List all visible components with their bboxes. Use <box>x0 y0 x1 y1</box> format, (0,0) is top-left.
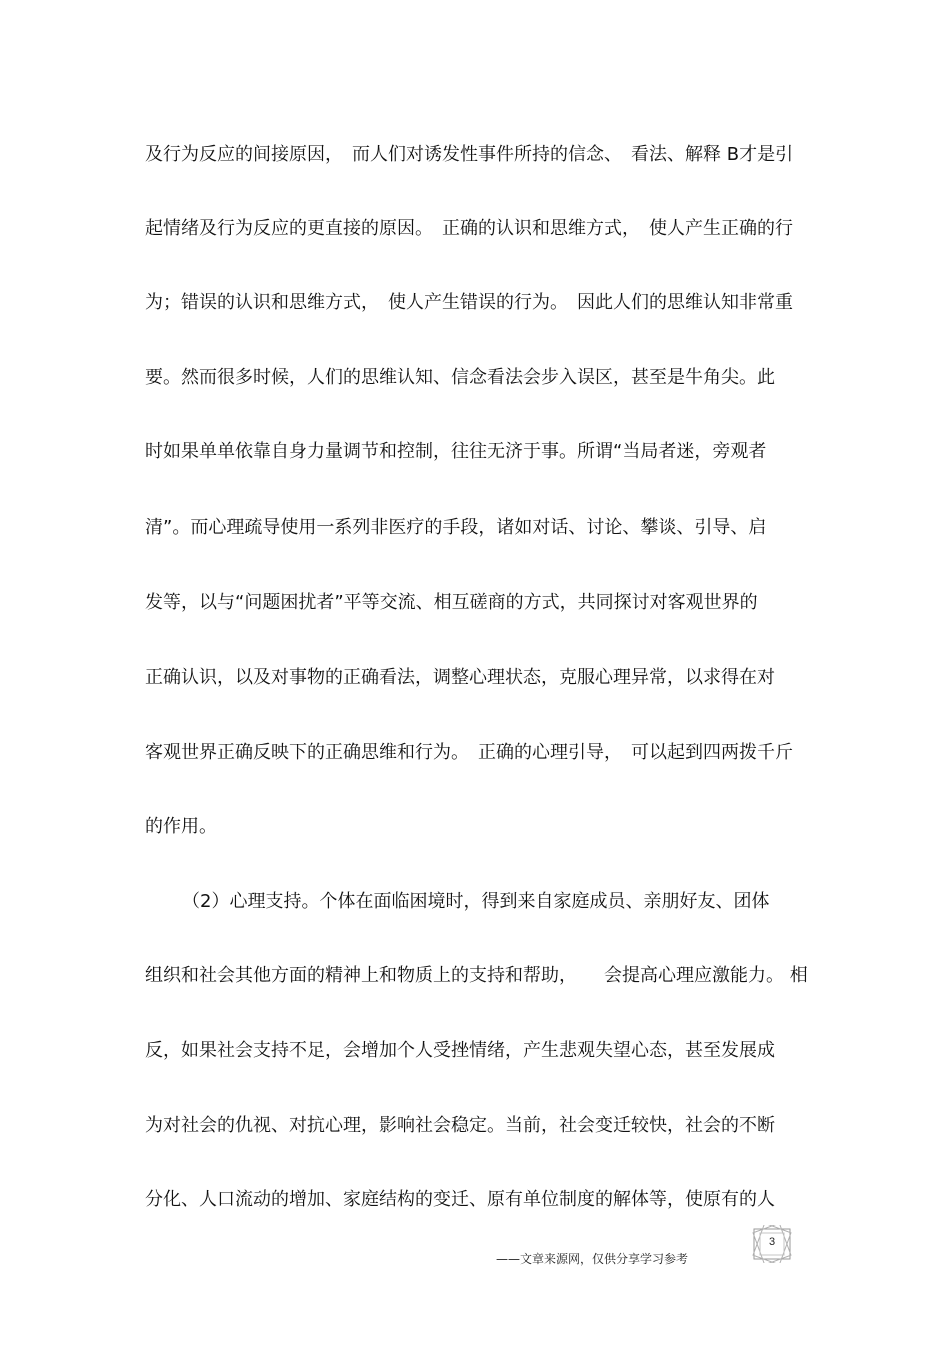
text-line: 正确认识，以及对事物的正确看法，调整心理状态，克服心理异常，以求得在对 <box>145 667 775 688</box>
text-line: 发等，以与“问题困扰者”平等交流、相互磋商的方式，共同探讨对客观世界的 <box>145 592 758 613</box>
page-number: 3 <box>768 1236 776 1248</box>
page-number-badge <box>748 1225 796 1263</box>
text-line: 起情绪及行为反应的更直接的原因。 正确的认识和思维方式， 使人产生正确的行 <box>145 218 793 239</box>
footer-source-note: ——文章来源网，仅供分享学习参考 <box>496 1252 689 1266</box>
text-line: 分化、人口流动的增加、家庭结构的变迁、原有单位制度的解体等，使原有的人 <box>145 1189 775 1210</box>
text-line: 的作用。 <box>145 816 217 837</box>
text-line: 清”。而心理疏导使用一系列非医疗的手段，诸如对话、讨论、攀谈、引导、启 <box>145 517 767 538</box>
text-line: 及行为反应的间接原因， 而人们对诱发性事件所持的信念、 看法、解释 B才是引 <box>145 144 794 165</box>
text-line: 要。然而很多时候，人们的思维认知、信念看法会步入误区，甚至是牛角尖。此 <box>145 367 775 388</box>
text-line: 时如果单单依靠自身力量调节和控制，往往无济于事。所谓“当局者迷，旁观者 <box>145 441 767 462</box>
paragraph-start-line: （2）心理支持。个体在面临困境时，得到来自家庭成员、亲朋好友、团体 <box>182 891 770 912</box>
text-line: 客观世界正确反映下的正确思维和行为。 正确的心理引导， 可以起到四两拨千斤 <box>145 742 793 763</box>
text-line: 反，如果社会支持不足，会增加个人受挫情绪，产生悲观失望心态，甚至发展成 <box>145 1040 775 1061</box>
text-line: 为对社会的仇视、对抗心理，影响社会稳定。当前，社会变迁较快，社会的不断 <box>145 1115 775 1136</box>
text-line: 为；错误的认识和思维方式， 使人产生错误的行为。 因此人们的思维认知非常重 <box>145 292 793 313</box>
text-line: 组织和社会其他方面的精神上和物质上的支持和帮助， 会提高心理应激能力。 相 <box>145 965 808 986</box>
